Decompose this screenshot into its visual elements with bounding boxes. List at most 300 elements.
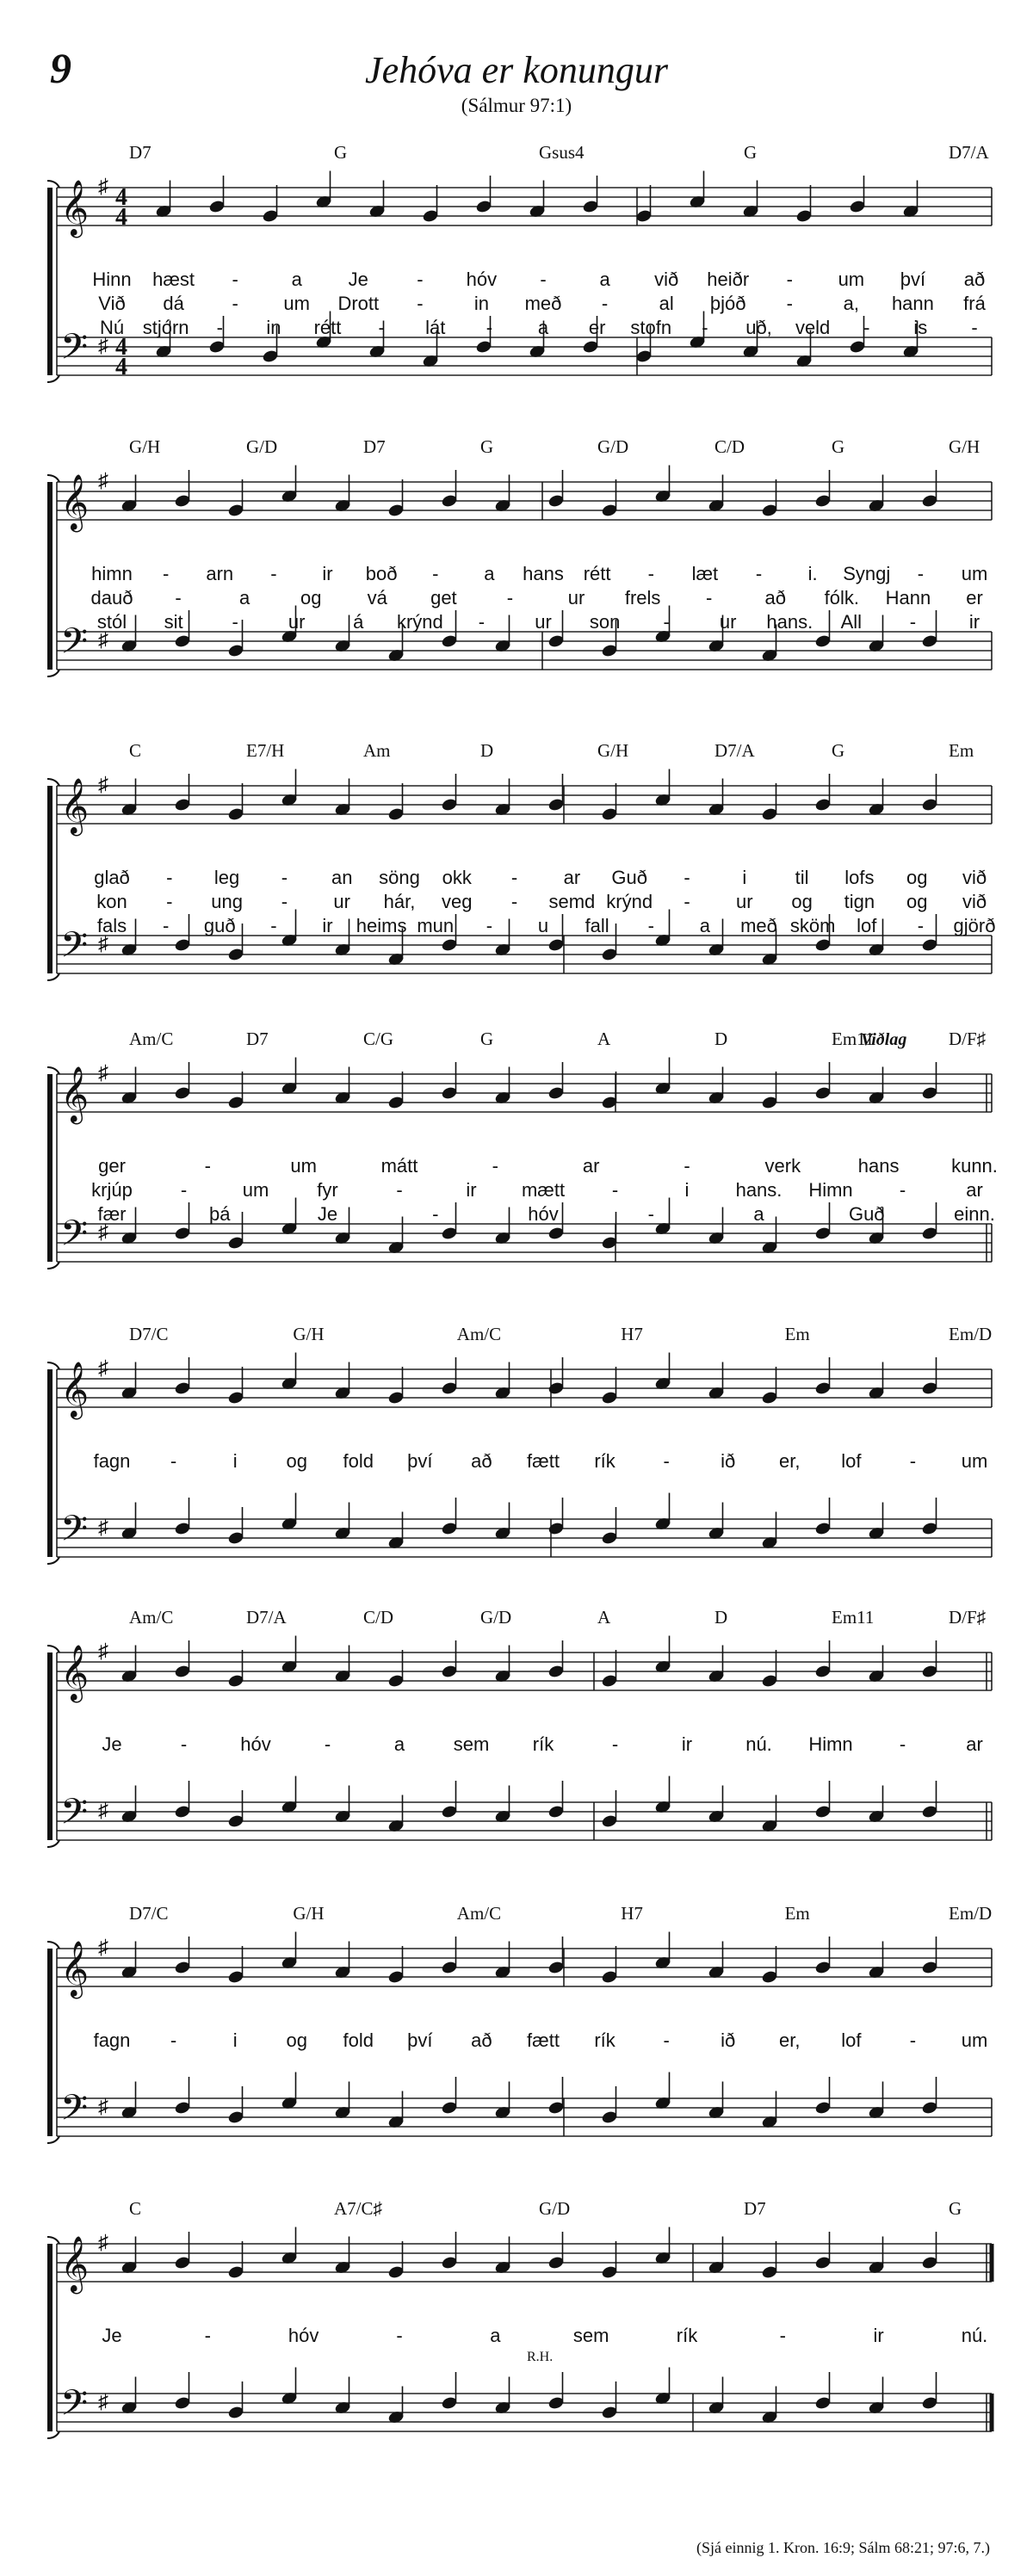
lyric-syllable: er, (779, 1450, 801, 1472)
system-8 (47, 2198, 992, 2438)
lyric-syllable: - (492, 1155, 498, 1177)
treble-clef: 𝄞 (60, 1646, 90, 1700)
lyric-syllable: mætt (521, 1179, 566, 1201)
lyric-syllable: um (242, 1179, 269, 1201)
lyric-syllable: rík (532, 1733, 554, 1755)
bass-clef: 𝄢 (60, 621, 89, 670)
lyric-syllable: ar (563, 867, 581, 888)
lyric-syllable: Nú (99, 317, 125, 338)
chord-symbol: D7/C (129, 1903, 169, 1924)
key-signature: ♯ (98, 1937, 108, 1959)
chord-symbol: D7 (744, 2198, 766, 2219)
lyric-syllable: fagn (93, 1450, 131, 1472)
chord-symbol: H7 (621, 1324, 643, 1344)
lyric-syllable: is (913, 317, 928, 338)
lyric-syllable: ar (966, 1733, 983, 1755)
key-signature: ♯ (98, 2096, 108, 2118)
lyric-syllable: Drott (337, 293, 380, 314)
lyric-syllable: - (417, 293, 424, 314)
lyric-syllable: guð (203, 915, 236, 936)
lyric-syllable: því (407, 2029, 433, 2051)
lyric-syllable: að (471, 2029, 492, 2051)
key-signature: ♯ (98, 933, 108, 955)
lyric-syllable: - (540, 269, 547, 290)
lyric-syllable: a (291, 269, 302, 290)
lyric-syllable: stól (96, 611, 127, 633)
lyric-syllable: - (162, 563, 170, 584)
lyric-syllable: fold (343, 1450, 374, 1472)
lyric-syllable: Je (317, 1203, 338, 1225)
lyric-syllable: Við (98, 293, 126, 314)
lyric-syllable: verk (764, 1155, 801, 1177)
lyric-syllable: Je (102, 1733, 122, 1755)
lyric-syllable: - (232, 611, 238, 633)
lyric-syllable: dá (163, 293, 184, 314)
lyric-syllable: ir (466, 1179, 477, 1201)
lyric-syllable: fold (343, 2029, 374, 2051)
bass-clef: 𝄢 (60, 327, 89, 375)
lyric-syllable: - (232, 269, 238, 290)
lyric-syllable: a (537, 317, 549, 338)
lyric-syllable: - (378, 317, 385, 338)
lyric-syllable: fætt (527, 1450, 560, 1472)
lyric-syllable: - (909, 2029, 917, 2051)
chord-symbol: E7/H (246, 740, 285, 761)
lyric-syllable: einn. (954, 1203, 995, 1225)
treble-clef: 𝄞 (60, 780, 90, 833)
lyric-syllable: - (417, 269, 424, 290)
time-signature-top: 4 (115, 334, 127, 361)
lyric-syllable: og (286, 1450, 307, 1472)
bass-clef: 𝄢 (60, 1792, 89, 1840)
chord-symbol: C/D (714, 436, 745, 457)
chord-symbol: Em11 (832, 1607, 875, 1628)
lyric-syllable: krýnd (396, 611, 443, 633)
lyric-syllable: rík (594, 2029, 615, 2051)
chord-symbol: G/D (246, 436, 278, 457)
lyric-syllable: ar (582, 1155, 600, 1177)
lyric-syllable: - (663, 611, 670, 633)
key-signature: ♯ (98, 2232, 108, 2254)
lyric-syllable: krýnd (606, 891, 653, 912)
lyric-syllable: - (281, 891, 288, 912)
lyric-syllable: þjóð (709, 293, 746, 314)
lyric-syllable: fals (96, 915, 127, 936)
lyric-syllable: ir (322, 915, 333, 936)
lyric-syllable: hann (891, 293, 934, 314)
lyric-syllable: - (162, 915, 170, 936)
treble-clef: 𝄞 (60, 2238, 90, 2291)
lyric-syllable: - (706, 587, 713, 608)
lyric-syllable: til (795, 867, 809, 888)
lyric-syllable: - (779, 2325, 786, 2346)
lyric-syllable: um (961, 1450, 988, 1472)
lyric-syllable: stofn (630, 317, 672, 338)
lyric-syllable: - (204, 1155, 211, 1177)
lyric-syllable: hóv (466, 269, 498, 290)
lyric-syllable: við (962, 867, 987, 888)
lyric-syllable: rík (676, 2325, 698, 2346)
lyric-syllable: og (300, 587, 322, 608)
lyric-syllable: fall (585, 915, 609, 936)
chord-symbol: D (714, 1607, 728, 1628)
lyric-syllable: að (963, 269, 986, 290)
lyric-syllable: - (506, 587, 514, 608)
lyric-syllable: um (290, 1155, 317, 1177)
lyric-syllable: hóv (288, 2325, 319, 2346)
lyric-syllable: um (838, 269, 865, 290)
lyric-syllable: kon (96, 891, 127, 912)
lyric-syllable: að (471, 1450, 492, 1472)
lyric-syllable: - (611, 1733, 619, 1755)
lyric-syllable: hans (857, 1155, 900, 1177)
chord-symbol: Am (363, 740, 391, 761)
lyric-syllable: - (684, 891, 690, 912)
lyric-syllable: sem (453, 1733, 490, 1755)
lyric-syllable: Himn (808, 1179, 853, 1201)
lyric-syllable: ar (966, 1179, 983, 1201)
lyric-syllable: - (899, 1179, 906, 1201)
lyric-syllable: - (684, 867, 690, 888)
lyric-syllable: við (962, 891, 987, 912)
chord-symbol: G/D (597, 436, 629, 457)
lyric-syllable: - (396, 2325, 403, 2346)
chord-symbol: Am/C (129, 1607, 174, 1628)
lyric-syllable: - (971, 317, 978, 338)
lyric-syllable: - (486, 915, 493, 936)
chord-symbol: D7 (246, 1029, 269, 1049)
lyric-syllable: - (647, 563, 654, 584)
chord-symbol: G/H (129, 436, 161, 457)
lyric-syllable: in (473, 293, 489, 314)
lyric-syllable: leg (213, 867, 240, 888)
lyric-syllable: fólk. (824, 587, 860, 608)
lyric-syllable: sit (164, 611, 183, 633)
song-title: Jehóva er konungur (365, 49, 668, 91)
lyric-syllable: - (917, 563, 925, 584)
lyric-syllable: - (663, 2029, 670, 2051)
lyric-syllable: kunn. (951, 1155, 998, 1177)
lyric-syllable: - (786, 293, 793, 314)
treble-clef: 𝄞 (60, 182, 90, 235)
lyric-syllable: u (537, 915, 549, 936)
lyric-syllable: hans. (766, 611, 813, 633)
psalm-reference: (Sálmur 97:1) (461, 95, 572, 116)
lyric-syllable: ur (567, 587, 585, 608)
lyric-syllable: ur (288, 611, 306, 633)
lyric-syllable: veld (795, 317, 831, 338)
chord-symbol: D/F♯ (949, 1029, 987, 1049)
lyric-syllable: - (917, 915, 925, 936)
chord-symbol: G (334, 142, 348, 163)
right-hand-marking: R.H. (527, 2350, 554, 2364)
lyric-syllable: - (899, 1733, 906, 1755)
lyric-syllable: - (166, 891, 173, 912)
lyric-syllable: ir (681, 1733, 693, 1755)
chord-symbol: D7 (129, 142, 152, 163)
chord-symbol: C/D (363, 1607, 394, 1628)
chord-symbol: Am/C (456, 1324, 502, 1344)
lyric-syllable: ir (322, 563, 333, 584)
chord-symbol: G/H (597, 740, 629, 761)
lyric-syllable: get (430, 587, 457, 608)
lyric-syllable: - (324, 1733, 331, 1755)
lyric-syllable: a (484, 563, 495, 584)
time-signature-top: 4 (115, 184, 127, 211)
lyric-syllable: á (353, 611, 364, 633)
lyric-syllable: - (166, 867, 173, 888)
lyric-syllable: lát (425, 317, 446, 338)
lyric-syllable: - (270, 915, 277, 936)
lyric-syllable: læt (691, 563, 719, 584)
chord-symbol: Em11 (832, 1029, 875, 1049)
lyric-syllable: frá (963, 293, 986, 314)
chord-symbol: Em (784, 1903, 810, 1924)
lyric-syllable: Je (348, 269, 368, 290)
lyric-syllable: um (961, 563, 988, 584)
lyric-syllable: þá (209, 1203, 231, 1225)
system-6 (47, 1607, 992, 1847)
lyric-syllable: dauð (90, 587, 133, 608)
time-signature-bottom: 4 (115, 354, 127, 380)
chord-symbol: G (480, 1029, 494, 1049)
lyric-syllable: - (611, 1179, 619, 1201)
lyric-syllable: hans (523, 563, 564, 584)
bass-clef: 𝄢 (60, 1509, 89, 1557)
chord-symbol: Em/D (949, 1324, 993, 1344)
lyric-syllable: i (684, 1179, 690, 1201)
lyric-syllable: með (524, 293, 562, 314)
lyric-syllable: rétt (583, 563, 611, 584)
lyric-syllable: krjúp (91, 1179, 133, 1201)
lyric-syllable: stjórn (142, 317, 189, 338)
lyric-syllable: hóv (240, 1733, 271, 1755)
lyric-syllable: - (396, 1179, 403, 1201)
chord-symbol: Am/C (129, 1029, 174, 1049)
chord-symbol: D7 (363, 436, 386, 457)
lyric-syllable: lof (857, 915, 877, 936)
key-signature: ♯ (98, 1800, 108, 1822)
lyric-syllable: tign (844, 891, 875, 912)
lyric-syllable: uð, (745, 317, 772, 338)
chord-symbol: G/H (293, 1324, 325, 1344)
lyric-syllable: nú. (745, 1733, 772, 1755)
lyric-syllable: - (270, 563, 277, 584)
lyric-syllable: - (180, 1179, 188, 1201)
key-signature: ♯ (98, 1062, 108, 1084)
system-2 (47, 436, 992, 676)
lyric-syllable: - (216, 317, 223, 338)
lyric-syllable: um (283, 293, 310, 314)
lyric-syllable: vá (367, 587, 387, 608)
lyric-syllable: ir (873, 2325, 884, 2346)
lyric-syllable: - (432, 563, 439, 584)
lyric-syllable: - (478, 611, 486, 633)
lyric-syllable: i (742, 867, 747, 888)
chord-symbol: C/G (363, 1029, 394, 1049)
chord-symbol: H7 (621, 1903, 643, 1924)
chord-symbol: D (714, 1029, 728, 1049)
chord-symbol: Em (784, 1324, 810, 1344)
chord-symbol: C (129, 2198, 142, 2219)
key-signature: ♯ (98, 1517, 108, 1539)
lyric-syllable: ið (721, 2029, 736, 2051)
chord-symbol: Em (949, 740, 974, 761)
lyric-syllable: er, (779, 2029, 801, 2051)
lyric-syllable: son (589, 611, 621, 633)
lyric-syllable: heiðr (707, 269, 750, 290)
lyric-syllable: og (791, 891, 813, 912)
chord-symbol: G/D (480, 1607, 512, 1628)
lyric-syllable: Hinn (92, 269, 132, 290)
lyric-syllable: in (266, 317, 281, 338)
lyric-syllable: al (659, 293, 674, 314)
bass-clef: 𝄢 (60, 2383, 89, 2431)
lyric-syllable: - (175, 587, 182, 608)
lyric-syllable: sem (572, 2325, 609, 2346)
chord-symbol: A (597, 1607, 611, 1628)
lyric-syllable: - (786, 269, 793, 290)
treble-clef: 𝄞 (60, 1943, 90, 1996)
lyric-syllable: - (180, 1733, 188, 1755)
lyric-syllable: því (407, 1450, 433, 1472)
lyric-syllable: söng (379, 867, 420, 888)
lyric-syllable: an (331, 867, 353, 888)
lyric-syllable: okk (442, 867, 472, 888)
lyric-syllable: semd (548, 891, 596, 912)
key-signature: ♯ (98, 774, 108, 796)
lyric-syllable: - (647, 1203, 654, 1225)
lyric-syllable: i (232, 2029, 238, 2051)
lyric-syllable: rík (594, 1450, 615, 1472)
lyric-syllable: að (764, 587, 787, 608)
chord-symbol: D7/A (949, 142, 989, 163)
lyric-syllable: - (170, 2029, 177, 2051)
lyric-syllable: a, (843, 293, 860, 314)
lyric-syllable: Je (102, 2325, 122, 2346)
chord-symbol: C (129, 740, 142, 761)
lyric-syllable: - (755, 563, 763, 584)
lyric-syllable: frels (624, 587, 661, 608)
chord-symbol: G (480, 436, 494, 457)
lyric-syllable: a (699, 915, 710, 936)
lyric-syllable: - (486, 317, 493, 338)
lyric-syllable: og (906, 867, 928, 888)
lyric-syllable: ið (721, 1450, 736, 1472)
lyric-syllable: - (909, 1450, 917, 1472)
lyric-syllable: - (232, 293, 238, 314)
chord-symbol: A (597, 1029, 611, 1049)
lyric-syllable: arn (206, 563, 234, 584)
lyric-syllable: - (684, 1155, 690, 1177)
chord-symbol: G/H (949, 436, 980, 457)
lyric-syllable: - (663, 1450, 670, 1472)
lyric-syllable: a (599, 269, 610, 290)
key-signature: ♯ (98, 335, 108, 357)
key-signature: ♯ (98, 1640, 108, 1663)
lyric-syllable: himn (91, 563, 133, 584)
treble-clef: 𝄞 (60, 1068, 90, 1121)
lyric-syllable: ur (535, 611, 552, 633)
bass-clef: 𝄢 (60, 925, 89, 973)
lyric-syllable: mátt (380, 1155, 418, 1177)
chord-symbol: G (832, 740, 845, 761)
bass-clef: 𝄢 (60, 2088, 89, 2136)
lyric-syllable: i. (807, 563, 818, 584)
lyric-syllable: fyr (317, 1179, 338, 1201)
treble-clef: 𝄞 (60, 1363, 90, 1417)
chord-symbol: G/D (539, 2198, 571, 2219)
music-systems (47, 142, 998, 2438)
system-1 (47, 142, 992, 382)
chord-symbol: A7/C♯ (334, 2198, 383, 2219)
chord-symbol: G (744, 142, 758, 163)
lyric-syllable: ur (333, 891, 350, 912)
lyric-syllable: - (432, 1203, 439, 1225)
time-signature-bottom: 4 (115, 204, 127, 231)
lyric-syllable: boð (365, 563, 398, 584)
lyric-syllable: ur (736, 891, 753, 912)
refrain-label: Viðlag (861, 1030, 907, 1049)
lyric-syllable: og (906, 891, 928, 912)
lyric-syllable: hæst (152, 269, 195, 290)
chord-symbol: D7/A (714, 740, 755, 761)
lyric-syllable: hóv (528, 1203, 559, 1225)
chord-symbol: D7/C (129, 1324, 169, 1344)
lyric-syllable: ger (98, 1155, 126, 1177)
lyric-syllable: Guð (848, 1203, 885, 1225)
lyric-syllable: Guð (611, 867, 647, 888)
lyric-syllable: því (900, 269, 926, 290)
song-number: 9 (50, 44, 71, 92)
chord-symbol: G (949, 2198, 962, 2219)
system-3 (47, 740, 995, 980)
lyric-syllable: glað (94, 867, 130, 888)
lyric-syllable: nú. (961, 2325, 988, 2346)
chord-symbol: Am/C (456, 1903, 502, 1924)
lyric-syllable: Syngj (843, 563, 891, 584)
lyric-syllable: a (490, 2325, 501, 2346)
lyric-syllable: rétt (313, 317, 342, 338)
lyric-syllable: ung (211, 891, 243, 912)
lyric-syllable: ur (719, 611, 737, 633)
lyric-syllable: - (510, 867, 518, 888)
lyric-syllable: sköm (789, 915, 836, 936)
lyric-syllable: - (702, 317, 708, 338)
chord-symbol: D7/A (246, 1607, 287, 1628)
system-7 (47, 1903, 992, 2143)
lyric-syllable: - (909, 611, 917, 633)
lyric-syllable: við (654, 269, 679, 290)
lyric-syllable: heims (356, 915, 407, 936)
lyric-syllable: er (588, 317, 606, 338)
lyric-syllable: hans. (735, 1179, 782, 1201)
lyric-syllable: All (840, 611, 863, 633)
bass-clef: 𝄢 (60, 1214, 89, 1262)
lyric-syllable: - (647, 915, 654, 936)
system-4 (47, 1029, 998, 1269)
footnote-reference: (Sjá einnig 1. Kron. 16:9; Sálm 68:21; 97:6, 7.) (696, 2539, 990, 2556)
lyric-syllable: lof (841, 1450, 862, 1472)
lyric-syllable: - (170, 1450, 177, 1472)
lyric-syllable: hár, (383, 891, 416, 912)
lyric-syllable: - (204, 2325, 211, 2346)
key-signature: ♯ (98, 1357, 108, 1380)
lyric-syllable: - (863, 317, 870, 338)
chord-symbol: G/H (293, 1903, 325, 1924)
lyric-syllable: ir (968, 611, 980, 633)
lyric-syllable: a (753, 1203, 764, 1225)
